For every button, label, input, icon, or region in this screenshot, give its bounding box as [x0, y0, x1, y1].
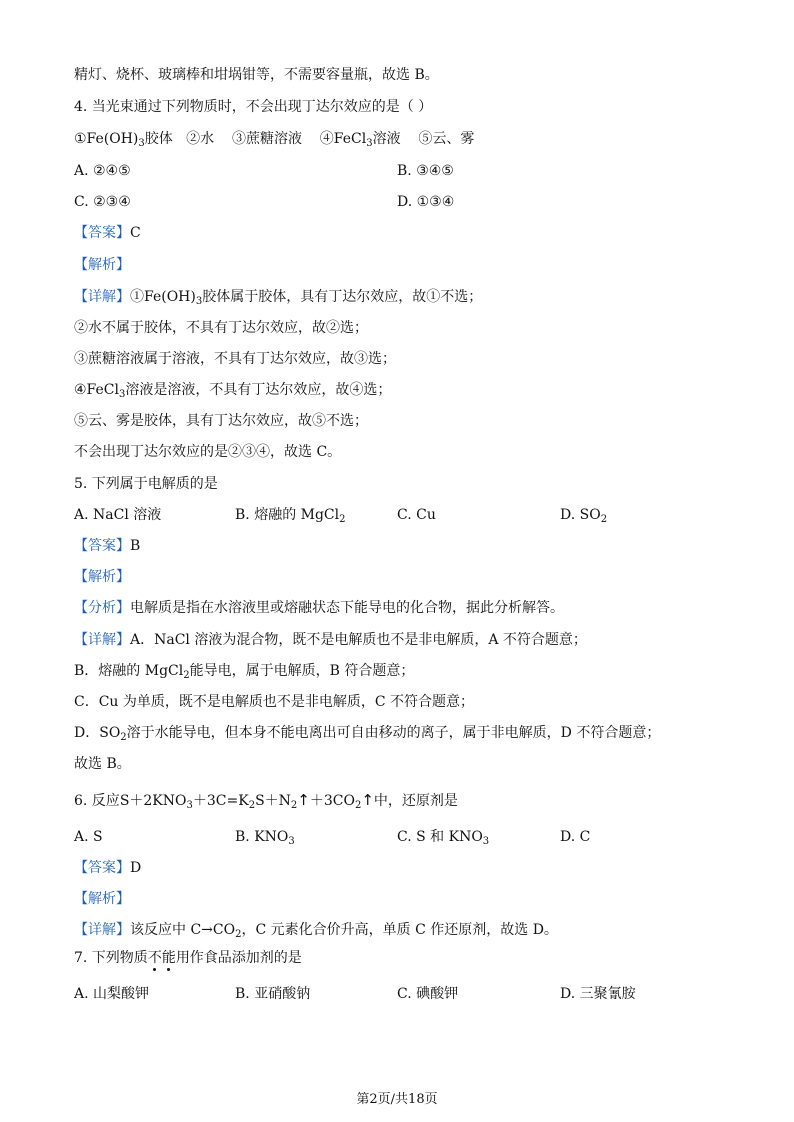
emphasis-dot: 能 [161, 950, 176, 966]
q5-conclusion: 故选 B。 [74, 756, 131, 772]
page-number: 第2页/共18页 [356, 1092, 438, 1107]
q6-equation: $S+2KNO_3+3C=K_2S+N_2↑+3CO_2↑$ [119, 791, 374, 811]
q5-detail-3: C．Cu 为单质，既不是电解质也不是非电解质，C 不符合题意； [74, 694, 475, 710]
q5-stem: 5. 下列属于电解质的是 [74, 476, 218, 492]
q4-detail-4: ④FeCl$_3$溶液是溶液，不具有丁达尔效应，故④选； [74, 382, 392, 400]
q4-option-d: D. ①③④ [397, 194, 455, 210]
answer-tag: 【答案】 [74, 538, 130, 554]
q5-option-b: B. 熔融的 MgCl$_2$ [235, 507, 346, 525]
answer-tag: 【答案】 [74, 225, 130, 241]
q5-option-a: A. NaCl 溶液 [74, 507, 162, 523]
q5-option-c: C. Cu [397, 507, 436, 523]
q7-option-b: B. 亚硝酸钠 [235, 986, 311, 1002]
q4-analysis-tag: 【解析】 [74, 257, 130, 273]
continuation-text: 精灯、烧杯、玻璃棒和坩埚钳等，不需要容量瓶，故选 B。 [74, 67, 439, 83]
q4-item-4: ④FeCl$_3$溶液 [319, 131, 401, 149]
detail-tag: 【详解】 [74, 289, 130, 305]
detail-tag: 【详解】 [74, 922, 130, 938]
q7-option-c: C. 碘酸钾 [397, 986, 459, 1002]
q4-detail-5: ⑤云、雾是胶体，具有丁达尔效应，故⑤不选； [74, 413, 368, 429]
q7-option-d: D. 三聚氰胺 [560, 986, 636, 1002]
q4-option-c: C. ②③④ [74, 194, 131, 210]
q4-item-1: $①Fe(OH)_3$胶体 [74, 131, 173, 149]
q4-item-5: ⑤云、雾 [418, 131, 475, 147]
q6-detail: 【详解】该反应中 $C\to CO_2$，C 元素化合价升高，单质 C 作还原剂，故选 D。 [74, 922, 558, 940]
q6-option-d: D. C [560, 829, 591, 845]
q6-answer: 【答案】D [74, 860, 142, 876]
q4-items [74, 130, 474, 148]
q5-answer: 【答案】B [74, 538, 141, 554]
emphasis-dot: 不 [147, 950, 162, 966]
q4-option-b: B. ③④⑤ [397, 163, 454, 179]
q7-option-a: A. 山梨酸钾 [74, 986, 150, 1002]
q4-conclusion: 不会出现丁达尔效应的是②③④，故选 C。 [74, 444, 342, 460]
q6-stem: 6. 反应$S+2KNO_3+3C=K_2S+N_2↑+3CO_2↑$中，还原剂是 [74, 791, 458, 811]
q4-answer: 【答案】C [74, 225, 141, 241]
q4-stem: 4. 当光束通过下列物质时，不会出现丁达尔效应的是（ ） [74, 99, 433, 115]
q6-analysis-tag: 【解析】 [74, 891, 130, 907]
q7-stem: 7. 下列物质不能用作食品添加剂的是 [74, 950, 302, 966]
fenxi-tag: 【分析】 [74, 600, 130, 616]
q5-detail-2: B．熔融的 MgCl$_2$能导电，属于电解质，B 符合题意； [74, 663, 415, 681]
q5-detail-1: 【详解】A．NaCl 溶液为混合物，既不是电解质也不是非电解质，A 不符合题意； [74, 632, 587, 648]
q4-detail-3: ③蔗糖溶液属于溶液，不具有丁达尔效应，故③选； [74, 351, 396, 367]
q4-option-a: A. ②④⑤ [74, 163, 131, 179]
q4-detail-1: 【详解】$①Fe(OH)_3$胶体属于胶体，具有丁达尔效应，故①不选； [74, 289, 483, 307]
q5-fenxi: 【分析】电解质是指在水溶液里或熔融状态下能导电的化合物，据此分析解答。 [74, 600, 564, 616]
detail-tag: 【详解】 [74, 632, 130, 648]
q4-item-3: ③蔗糖溶液 [231, 131, 302, 147]
q4-item-2: ②水 [186, 131, 215, 147]
q6-option-c: C. S 和 $KNO_3$ [397, 829, 490, 847]
q5-option-d: D. $SO_2$ [560, 507, 608, 525]
q5-detail-4: D．$SO_2$溶于水能导电，但本身不能电离出可自由移动的离子，属于非电解质，D 不符合题意； [74, 725, 661, 743]
q4-detail-2: ②水不属于胶体，不具有丁达尔效应，故②选； [74, 320, 368, 336]
q5-analysis-tag: 【解析】 [74, 569, 130, 585]
q6-option-b: B. $KNO_3$ [235, 829, 295, 847]
gas-arrow-icon: ↑ [361, 791, 374, 809]
answer-tag: 【答案】 [74, 860, 130, 876]
q6-option-a: A. S [74, 829, 103, 845]
gas-arrow-icon: ↑ [297, 791, 310, 809]
